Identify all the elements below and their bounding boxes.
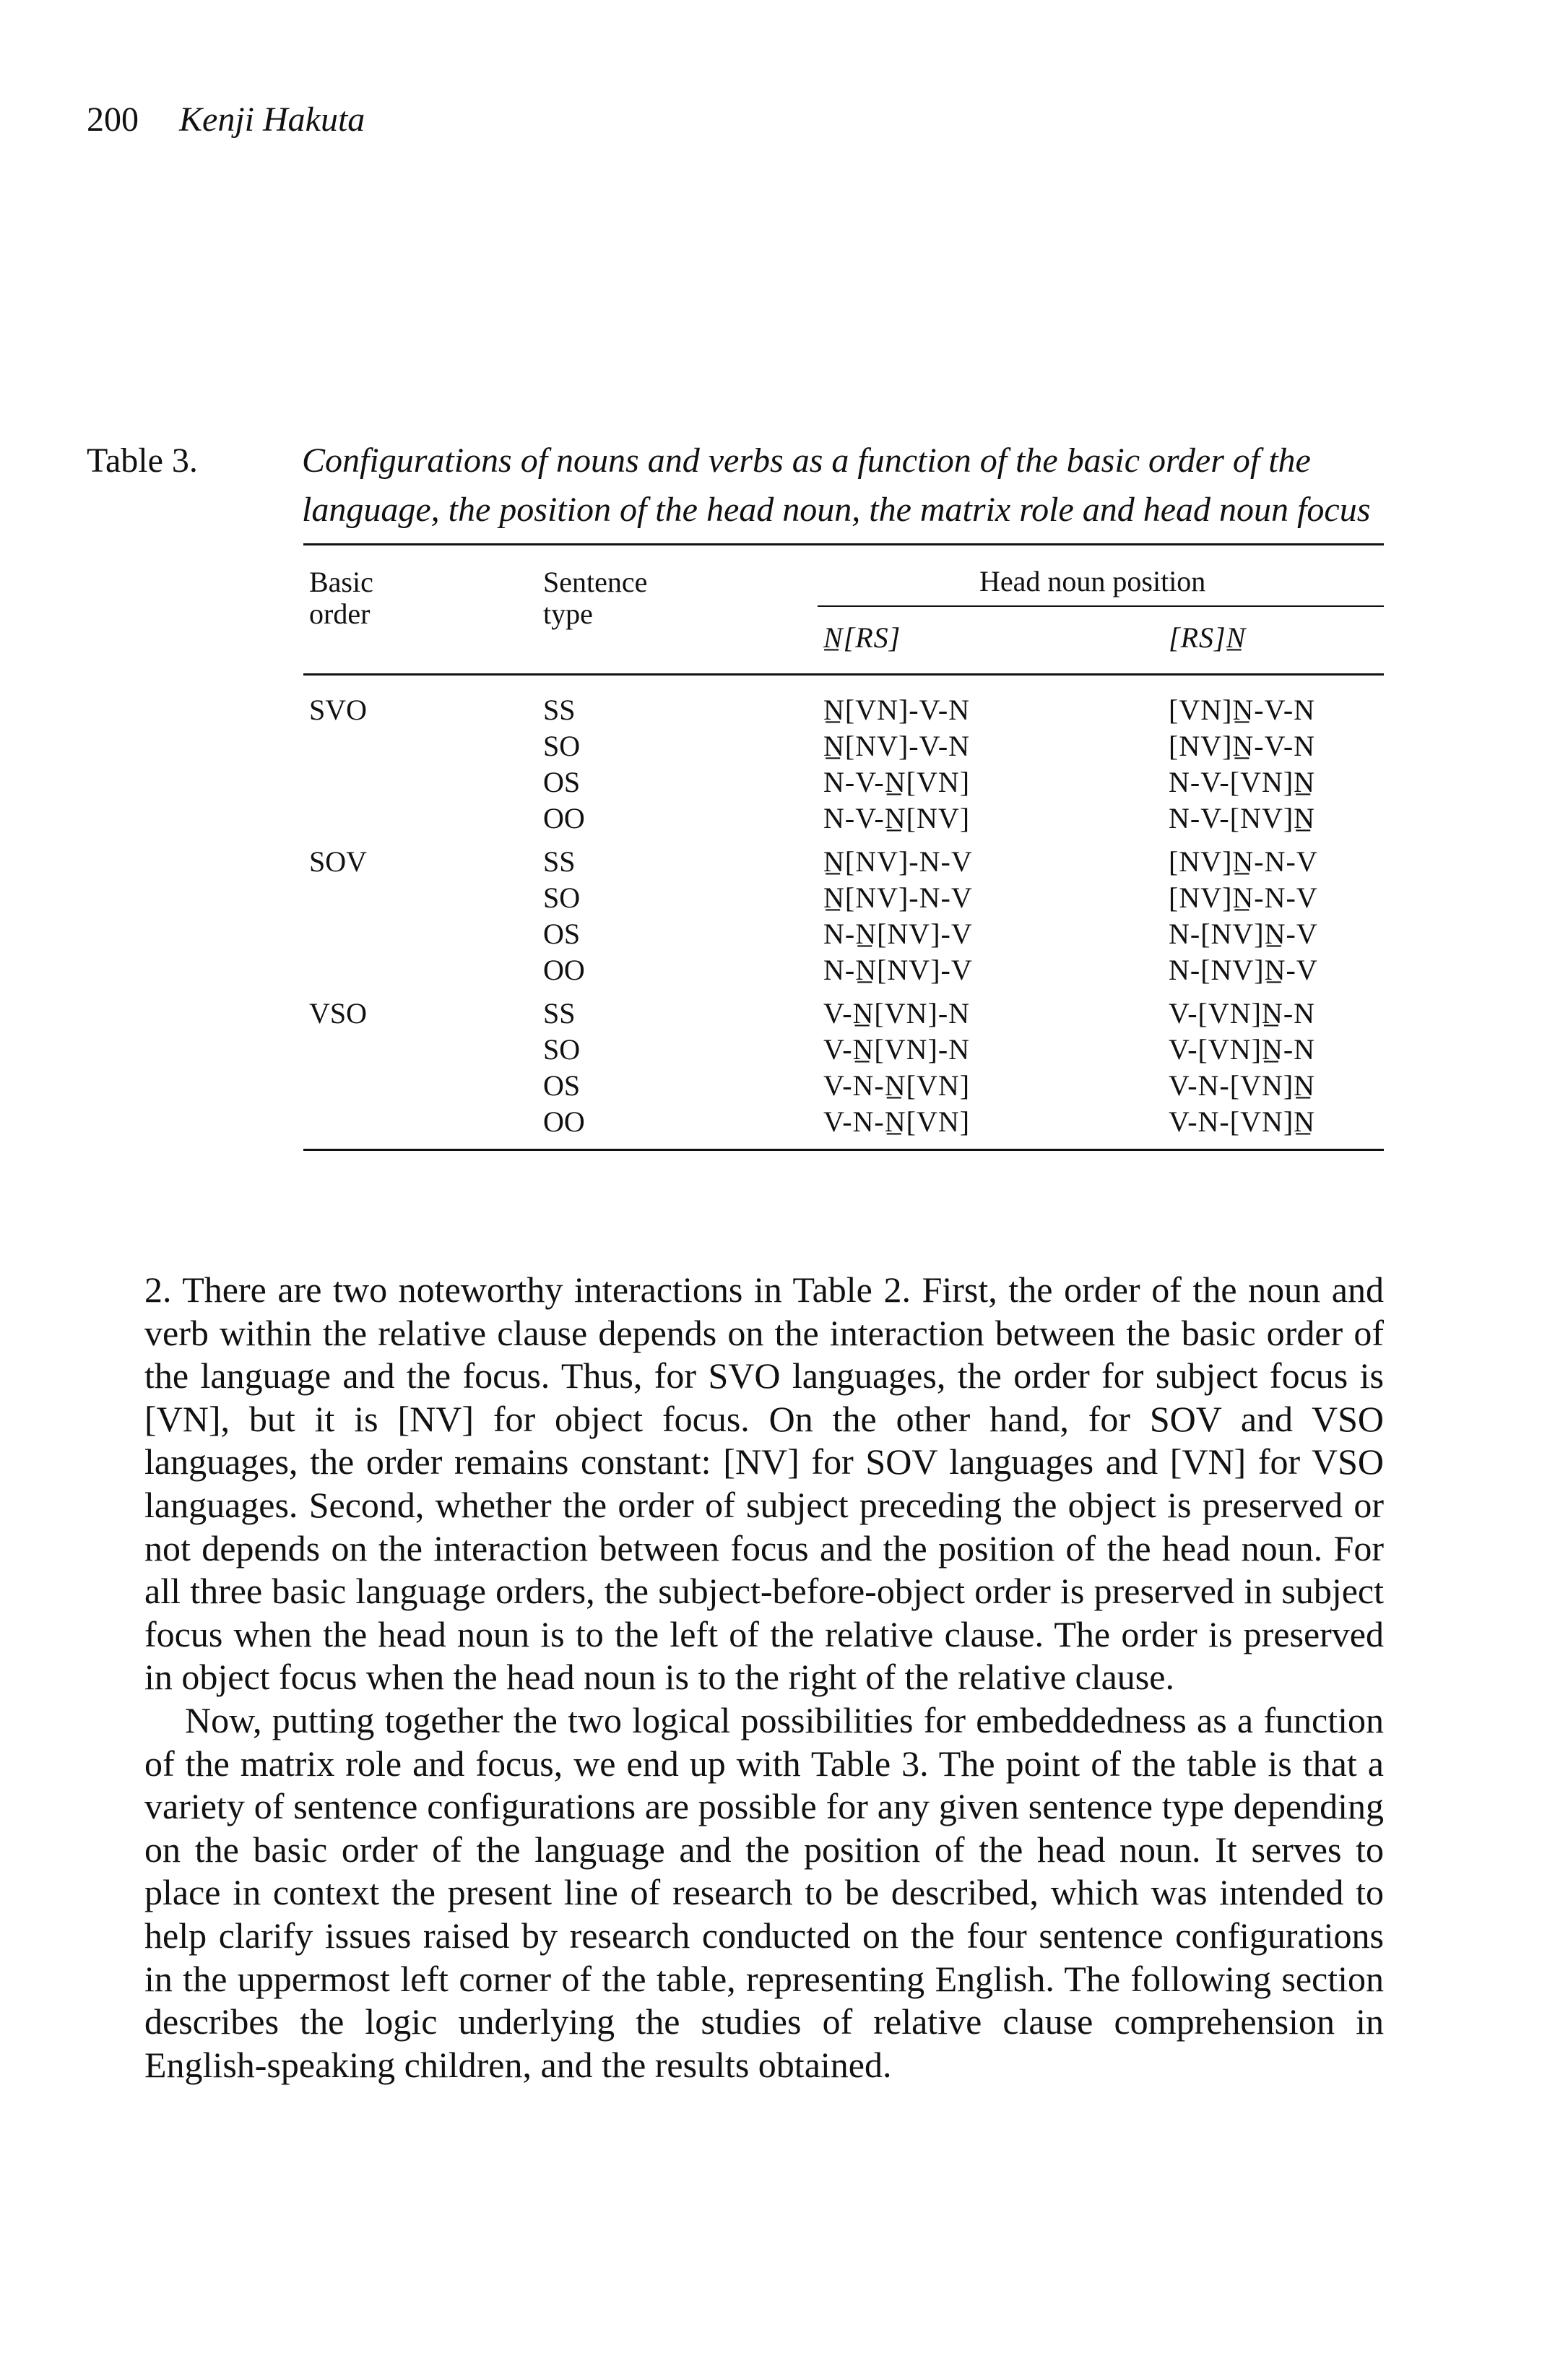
sentence-type-cell: SS (543, 694, 576, 726)
n-rs-vso (823, 996, 970, 1140)
body-text (144, 1269, 1384, 2087)
configuration-cell: V-N̲[VN]-N (823, 997, 971, 1030)
sentence-type-cell: SS (543, 845, 576, 878)
configuration-cell: V-[VN]N̲-N (1169, 997, 1316, 1030)
head-noun-position-rule (818, 605, 1384, 607)
rs-n-sov (1169, 844, 1318, 988)
table-caption (87, 436, 1387, 535)
sentence-type-cell: OO (543, 954, 585, 986)
sentence-type-cell: OS (543, 1069, 581, 1102)
header-sentence-type-line2: type (543, 597, 593, 630)
configuration-cell: N-N̲[NV]-V (823, 954, 973, 986)
header-sentence-type (543, 566, 647, 630)
header-basic-order-line1: Basic (309, 566, 373, 598)
configuration-cell: N̲[VN]-V-N (823, 694, 971, 726)
configuration-cell: V-N-[VN]N̲ (1169, 1069, 1316, 1102)
configuration-cell: N-V-N̲[NV] (823, 802, 971, 834)
page-number: 200 (87, 100, 139, 139)
header-sentence-type-line1: Sentence (543, 566, 648, 598)
sentence-types-vso (543, 996, 585, 1140)
sentence-type-cell: SS (543, 997, 576, 1030)
configuration-cell: V-N̲[VN]-N (823, 1033, 971, 1066)
table-label: Table 3. (87, 441, 198, 480)
configuration-cell: V-N-[VN]N̲ (1169, 1105, 1316, 1138)
header-basic-order-line2: order (309, 597, 371, 630)
sentence-type-cell: OO (543, 802, 585, 834)
paragraph: Now, putting together the two logical possibilities for embeddedness as a function of the matrix role and focus, we end up with Table 3. The point of the table is that a variety of sentence configurations are possible for any given sentence type depending on the basic order of the language and the position of the head noun. It serves to place in context the present line of research to be described, which was intended to help clarify issues raised by research conducted on the four sentence configurations in the uppermost left corner of the table, representing English. The following section describes the logic underlying the studies of relative clause comprehension in English-speaking children, and the results obtained. (144, 1699, 1384, 2085)
configuration-cell: N-V-[VN]N̲ (1169, 766, 1316, 798)
sentence-type-cell: OS (543, 918, 581, 950)
running-head (87, 100, 365, 140)
configuration-cell: V-N-N̲[VN] (823, 1105, 971, 1138)
sentence-types-sov (543, 844, 585, 988)
table-header-rule (303, 673, 1384, 676)
header-n-rs: N̲[RS] (823, 621, 901, 654)
rs-n-svo (1169, 692, 1315, 837)
configuration-cell: N-[NV]N̲-V (1169, 918, 1318, 950)
header-basic-order (309, 566, 373, 630)
configuration-cell: N-V-N̲[VN] (823, 766, 971, 798)
table-top-rule (303, 543, 1384, 545)
configuration-cell: N-N̲[NV]-V (823, 918, 973, 950)
sentence-type-cell: SO (543, 1033, 581, 1066)
configuration-cell: [NV]N̲-N-V (1169, 845, 1318, 878)
configuration-cell: N-[NV]N̲-V (1169, 954, 1318, 986)
paragraph: 2. There are two noteworthy interactions in Table 2. First, the order of the noun and verb within the relative clause depends on the interaction between the basic order of the language and the focus. Thus, for SVO languages, the order for subject focus is [VN], but it is [NV] for object focus. On the other hand, for SOV and VSO languages, the order remains constant: [NV] for SOV languages and [VN] for VSO languages. Second, whether the order of subject preceding the object is preserved or not depends on the interaction between focus and the position of the head noun. For all three basic language orders, the subject-before-object order is preserved in subject focus when the head noun is to the left of the relative clause. The order is preserved in object focus when the head noun is to the right of the relative clause. (144, 1269, 1384, 1698)
configuration-cell: N̲[NV]-N-V (823, 881, 973, 914)
sentence-type-cell: SO (543, 881, 581, 914)
basic-order-vso: VSO (309, 997, 368, 1030)
sentence-type-cell: OS (543, 766, 581, 798)
configuration-cell: N-V-[NV]N̲ (1169, 802, 1316, 834)
configuration-cell: [VN]N̲-V-N (1169, 694, 1316, 726)
basic-order-svo: SVO (309, 694, 368, 726)
sentence-type-cell: OO (543, 1105, 585, 1138)
table-caption-text: Configurations of nouns and verbs as a function of the basic order of the language, the position of the head noun, the matrix role and head noun focus (302, 441, 1371, 529)
n-rs-svo (823, 692, 970, 837)
running-head-author: Kenji Hakuta (179, 100, 365, 139)
sentence-types-svo (543, 692, 585, 837)
header-head-noun-position: Head noun position (979, 565, 1206, 597)
header-rs-n: [RS]N̲ (1169, 621, 1247, 654)
basic-order-sov: SOV (309, 845, 368, 878)
configuration-cell: [NV]N̲-N-V (1169, 881, 1318, 914)
configuration-cell: N̲[NV]-N-V (823, 845, 973, 878)
configuration-cell: [NV]N̲-V-N (1169, 730, 1316, 762)
table-bottom-rule (303, 1149, 1384, 1151)
n-rs-sov (823, 844, 973, 988)
configuration-cell: V-[VN]N̲-N (1169, 1033, 1316, 1066)
sentence-type-cell: SO (543, 730, 581, 762)
configuration-cell: V-N-N̲[VN] (823, 1069, 971, 1102)
rs-n-vso (1169, 996, 1315, 1140)
configuration-cell: N̲[NV]-V-N (823, 730, 971, 762)
